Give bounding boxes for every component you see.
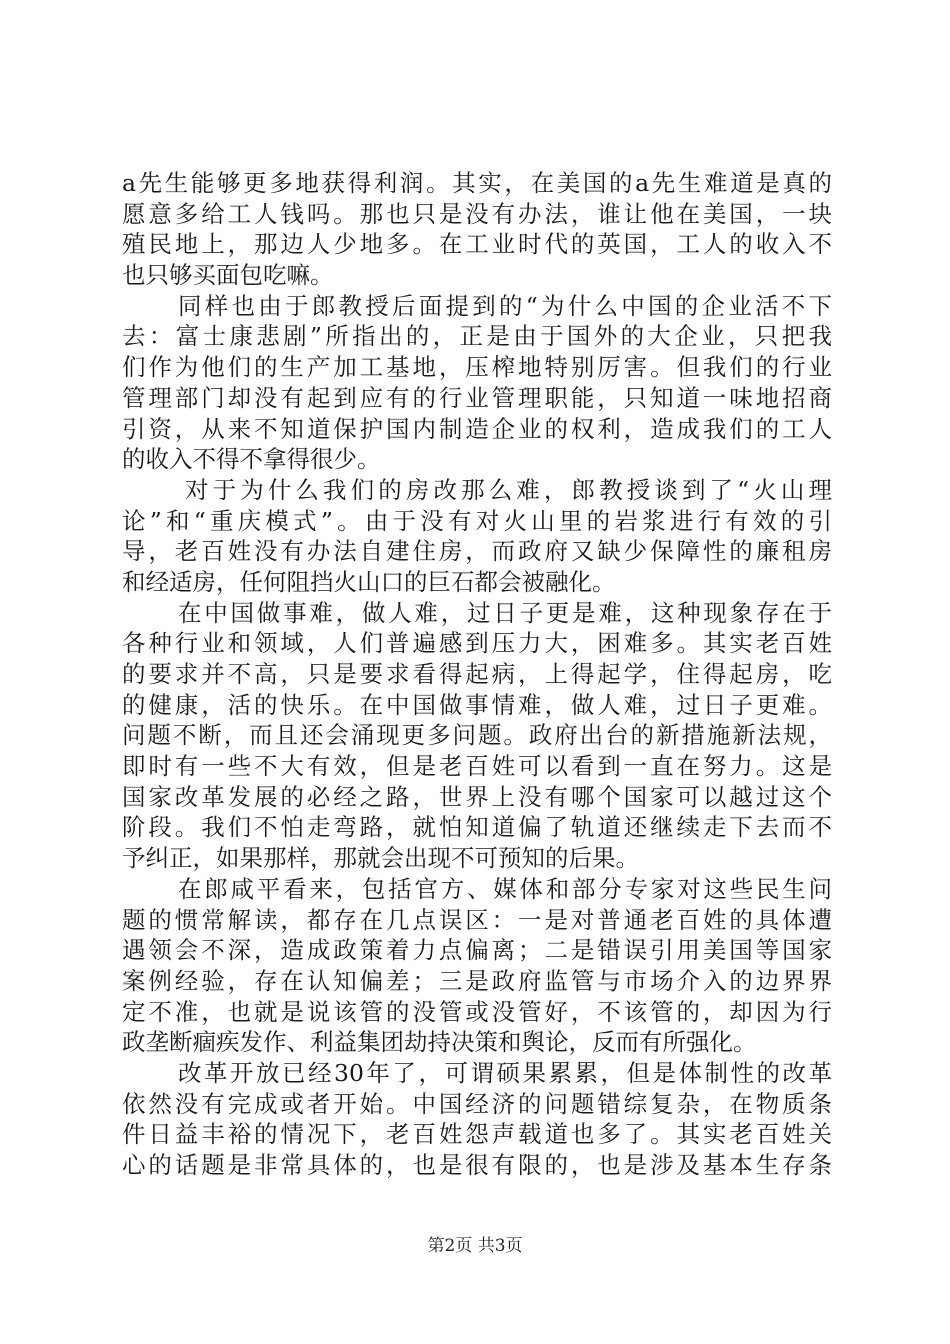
text-line: 题的惯常解读，都存在几点误区：一是对普通老百姓的具体遭 <box>122 905 832 934</box>
text-line: 件日益丰裕的情况下，老百姓怨声载道也多了。其实老百姓关 <box>122 1120 832 1149</box>
document-body <box>122 168 832 1181</box>
text-line: 和经适房，任何阻挡火山口的巨石都会被融化。 <box>122 567 616 596</box>
text-line: 的收入不得不拿得很少。 <box>122 445 381 474</box>
text-line: 问题不断，而且还会涌现更多问题。政府出台的新措施新法规， <box>122 721 832 750</box>
text-line: 定不准，也就是说该管的没管或没管好，不该管的，却因为行 <box>122 997 832 1026</box>
text-line: 国家改革发展的必经之路，世界上没有哪个国家可以越过这个 <box>122 782 832 811</box>
text-line: 也只够买面包吃嘛。 <box>122 261 334 290</box>
text-line: a先生能够更多地获得利润。其实，在美国的a先生难道是真的 <box>122 169 832 197</box>
text-line: 们作为他们的生产加工基地，压榨地特别厉害。但我们的行业 <box>122 353 832 382</box>
page-number-footer: 第2页 共3页 <box>427 1236 523 1256</box>
text-line: 政垄断痼疾发作、利益集团劫持决策和舆论，反而有所强化。 <box>122 1028 757 1057</box>
text-line: 即时有一些不大有效，但是老百姓可以看到一直在努力。这是 <box>122 752 832 781</box>
text-line: 的要求并不高，只是要求看得起病，上得起学，住得起房，吃 <box>122 660 832 688</box>
text-line: 对于为什么我们的房改那么难，郎教授谈到了“火山理 <box>185 475 832 504</box>
text-line: 论”和“重庆模式”。由于没有对火山里的岩浆进行有效的引 <box>122 506 832 535</box>
text-line: 改革开放已经30年了，可谓硕果累累，但是体制性的改革 <box>178 1058 832 1087</box>
text-line: 案例经验，存在认知偏差；三是政府监管与市场介入的边界界 <box>122 966 832 995</box>
text-line: 殖民地上，那边人少地多。在工业时代的英国，工人的收入不 <box>122 230 832 259</box>
text-line: 予纠正，如果那样，那就会出现不可预知的后果。 <box>122 844 639 873</box>
text-line: 导，老百姓没有办法自建住房，而政府又缺少保障性的廉租房 <box>122 537 832 566</box>
text-line: 依然没有完成或者开始。中国经济的问题错综复杂，在物质条 <box>122 1089 832 1118</box>
text-line: 各种行业和领域，人们普遍感到压力大，困难多。其实老百姓 <box>122 629 832 658</box>
text-line: 遇领会不深，造成政策着力点偏离；二是错误引用美国等国家 <box>122 936 832 965</box>
text-line: 管理部门却没有起到应有的行业管理职能，只知道一味地招商 <box>122 383 832 412</box>
text-line: 同样也由于郎教授后面提到的“为什么中国的企业活不下 <box>178 291 832 320</box>
text-line: 在中国做事难，做人难，过日子更是难，这种现象存在于 <box>178 598 832 627</box>
text-line: 在郎咸平看来，包括官方、媒体和部分专家对这些民生问 <box>178 874 832 903</box>
text-line: 心的话题是非常具体的，也是很有限的，也是涉及基本生存条 <box>122 1151 832 1179</box>
text-line: 去：富士康悲剧”所指出的，正是由于国外的大企业，只把我 <box>122 322 832 351</box>
text-line: 引资，从来不知道保护国内制造企业的权利，造成我们的工人 <box>122 414 832 443</box>
text-line: 的健康，活的快乐。在中国做事情难，做人难，过日子更难。 <box>122 690 832 719</box>
text-line: 愿意多给工人钱吗。那也只是没有办法，谁让他在美国，一块 <box>122 199 832 228</box>
text-line: 阶段。我们不怕走弯路，就怕知道偏了轨道还继续走下去而不 <box>122 813 832 842</box>
